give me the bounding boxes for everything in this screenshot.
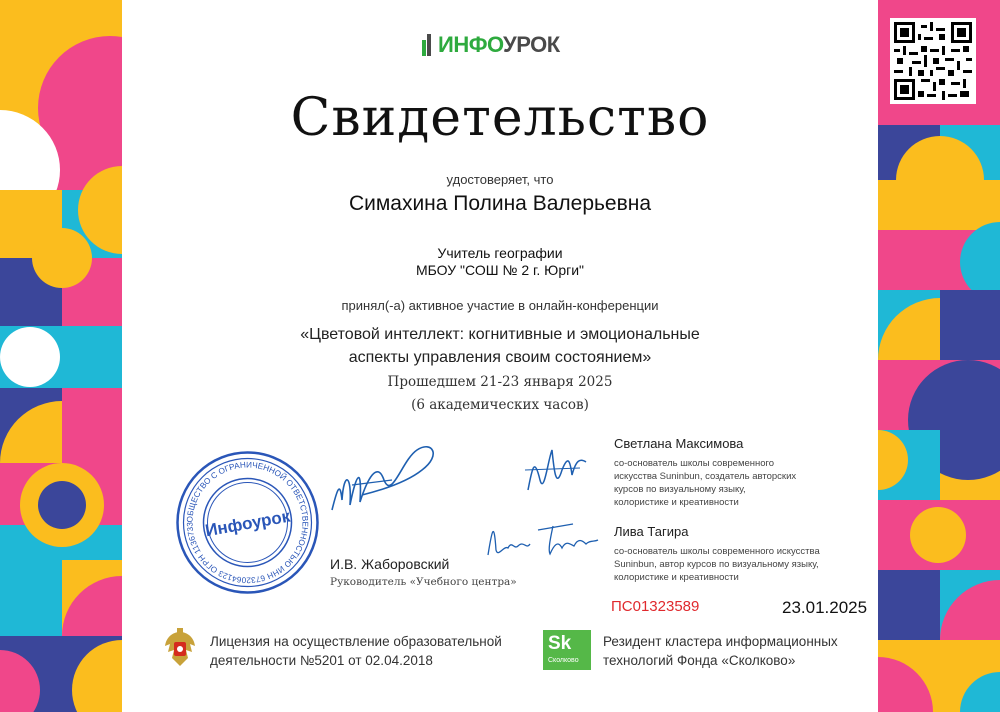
person2-desc-line: колористике и креативности: [614, 572, 739, 583]
person2-desc-line: Suninbun, автор курсов по визуальному языку,: [614, 559, 819, 570]
person1-desc-line: искусства Suninbun, создатель авторских: [614, 471, 797, 482]
organization-stamp: [175, 450, 320, 595]
person1-desc-line: колористике и креативности: [614, 497, 739, 508]
logo-bars-icon: [422, 34, 436, 56]
person2-name: Лива Тагира: [614, 524, 689, 539]
person2-signature: [478, 510, 608, 565]
certificate-serial: ПС01323589: [611, 598, 700, 615]
recipient-position: Учитель географии: [437, 245, 563, 261]
decorative-pattern-right: [878, 0, 1000, 712]
resident-line: Резидент кластера информационных: [603, 634, 838, 649]
conference-title-line2: аспекты управления своим состоянием»: [348, 349, 652, 366]
director-role: Руководитель «Учебного центра»: [330, 576, 517, 588]
license-line: деятельности №5201 от 02.04.2018: [210, 653, 433, 668]
license-line: Лицензия на осуществление образовательной: [210, 634, 502, 649]
license-text: [210, 632, 502, 670]
decorative-pattern-left: [0, 0, 122, 712]
academic-hours: (6 академических часов): [411, 397, 589, 413]
conference-title-line1: «Цветовой интеллект: когнитивные и эмоциональные: [300, 326, 700, 343]
person1-name: Светлана Максимова: [614, 436, 744, 451]
skolkovo-logo-mark: Sk: [548, 633, 572, 654]
person1-description: [614, 457, 796, 509]
stamp-center-text: Инфоурок: [203, 506, 292, 541]
skolkovo-logo: [543, 630, 591, 670]
certificate-title: Свидетельство: [290, 88, 710, 148]
director-name: И.В. Жаборовский: [330, 556, 450, 572]
person2-description: [614, 545, 820, 584]
recipient-name: Симахина Полина Валерьевна: [348, 192, 652, 215]
held-dates: Прошедшем 21-23 января 2025: [387, 374, 613, 390]
resident-text: [603, 632, 838, 670]
recipient-organization: МБОУ "СОШ № 2 г. Юрги": [415, 262, 585, 278]
infourok-logo: [420, 30, 590, 60]
skolkovo-logo-caption: Сколково: [548, 657, 579, 664]
resident-line: технологий Фонда «Сколково»: [603, 653, 796, 668]
certificate-date: 23.01.2025: [782, 598, 868, 617]
stamp-ring-text: ОБЩЕСТВО С ОГРАНИЧЕННОЙ ОТВЕТСТВЕННОСТЬЮ ИНН 6732064123 ОГРН 1136733: [185, 460, 310, 585]
certifies-text: удостоверяет, что: [446, 172, 554, 187]
russia-coat-of-arms-icon: [162, 628, 198, 670]
logo-text-suffix: УРОК: [503, 32, 560, 57]
participation-text: принял(-а) активное участие в онлайн-конференции: [341, 298, 659, 313]
director-signature: [322, 440, 452, 520]
person1-desc-line: со-основатель школы современного: [614, 458, 775, 469]
qr-code: [890, 18, 976, 104]
person2-desc-line: со-основатель школы современного искусства: [614, 546, 820, 557]
person1-desc-line: курсов по визуальному языку,: [614, 484, 746, 495]
person1-signature: [520, 440, 590, 500]
logo-text-prefix: ИНФО: [438, 32, 504, 57]
